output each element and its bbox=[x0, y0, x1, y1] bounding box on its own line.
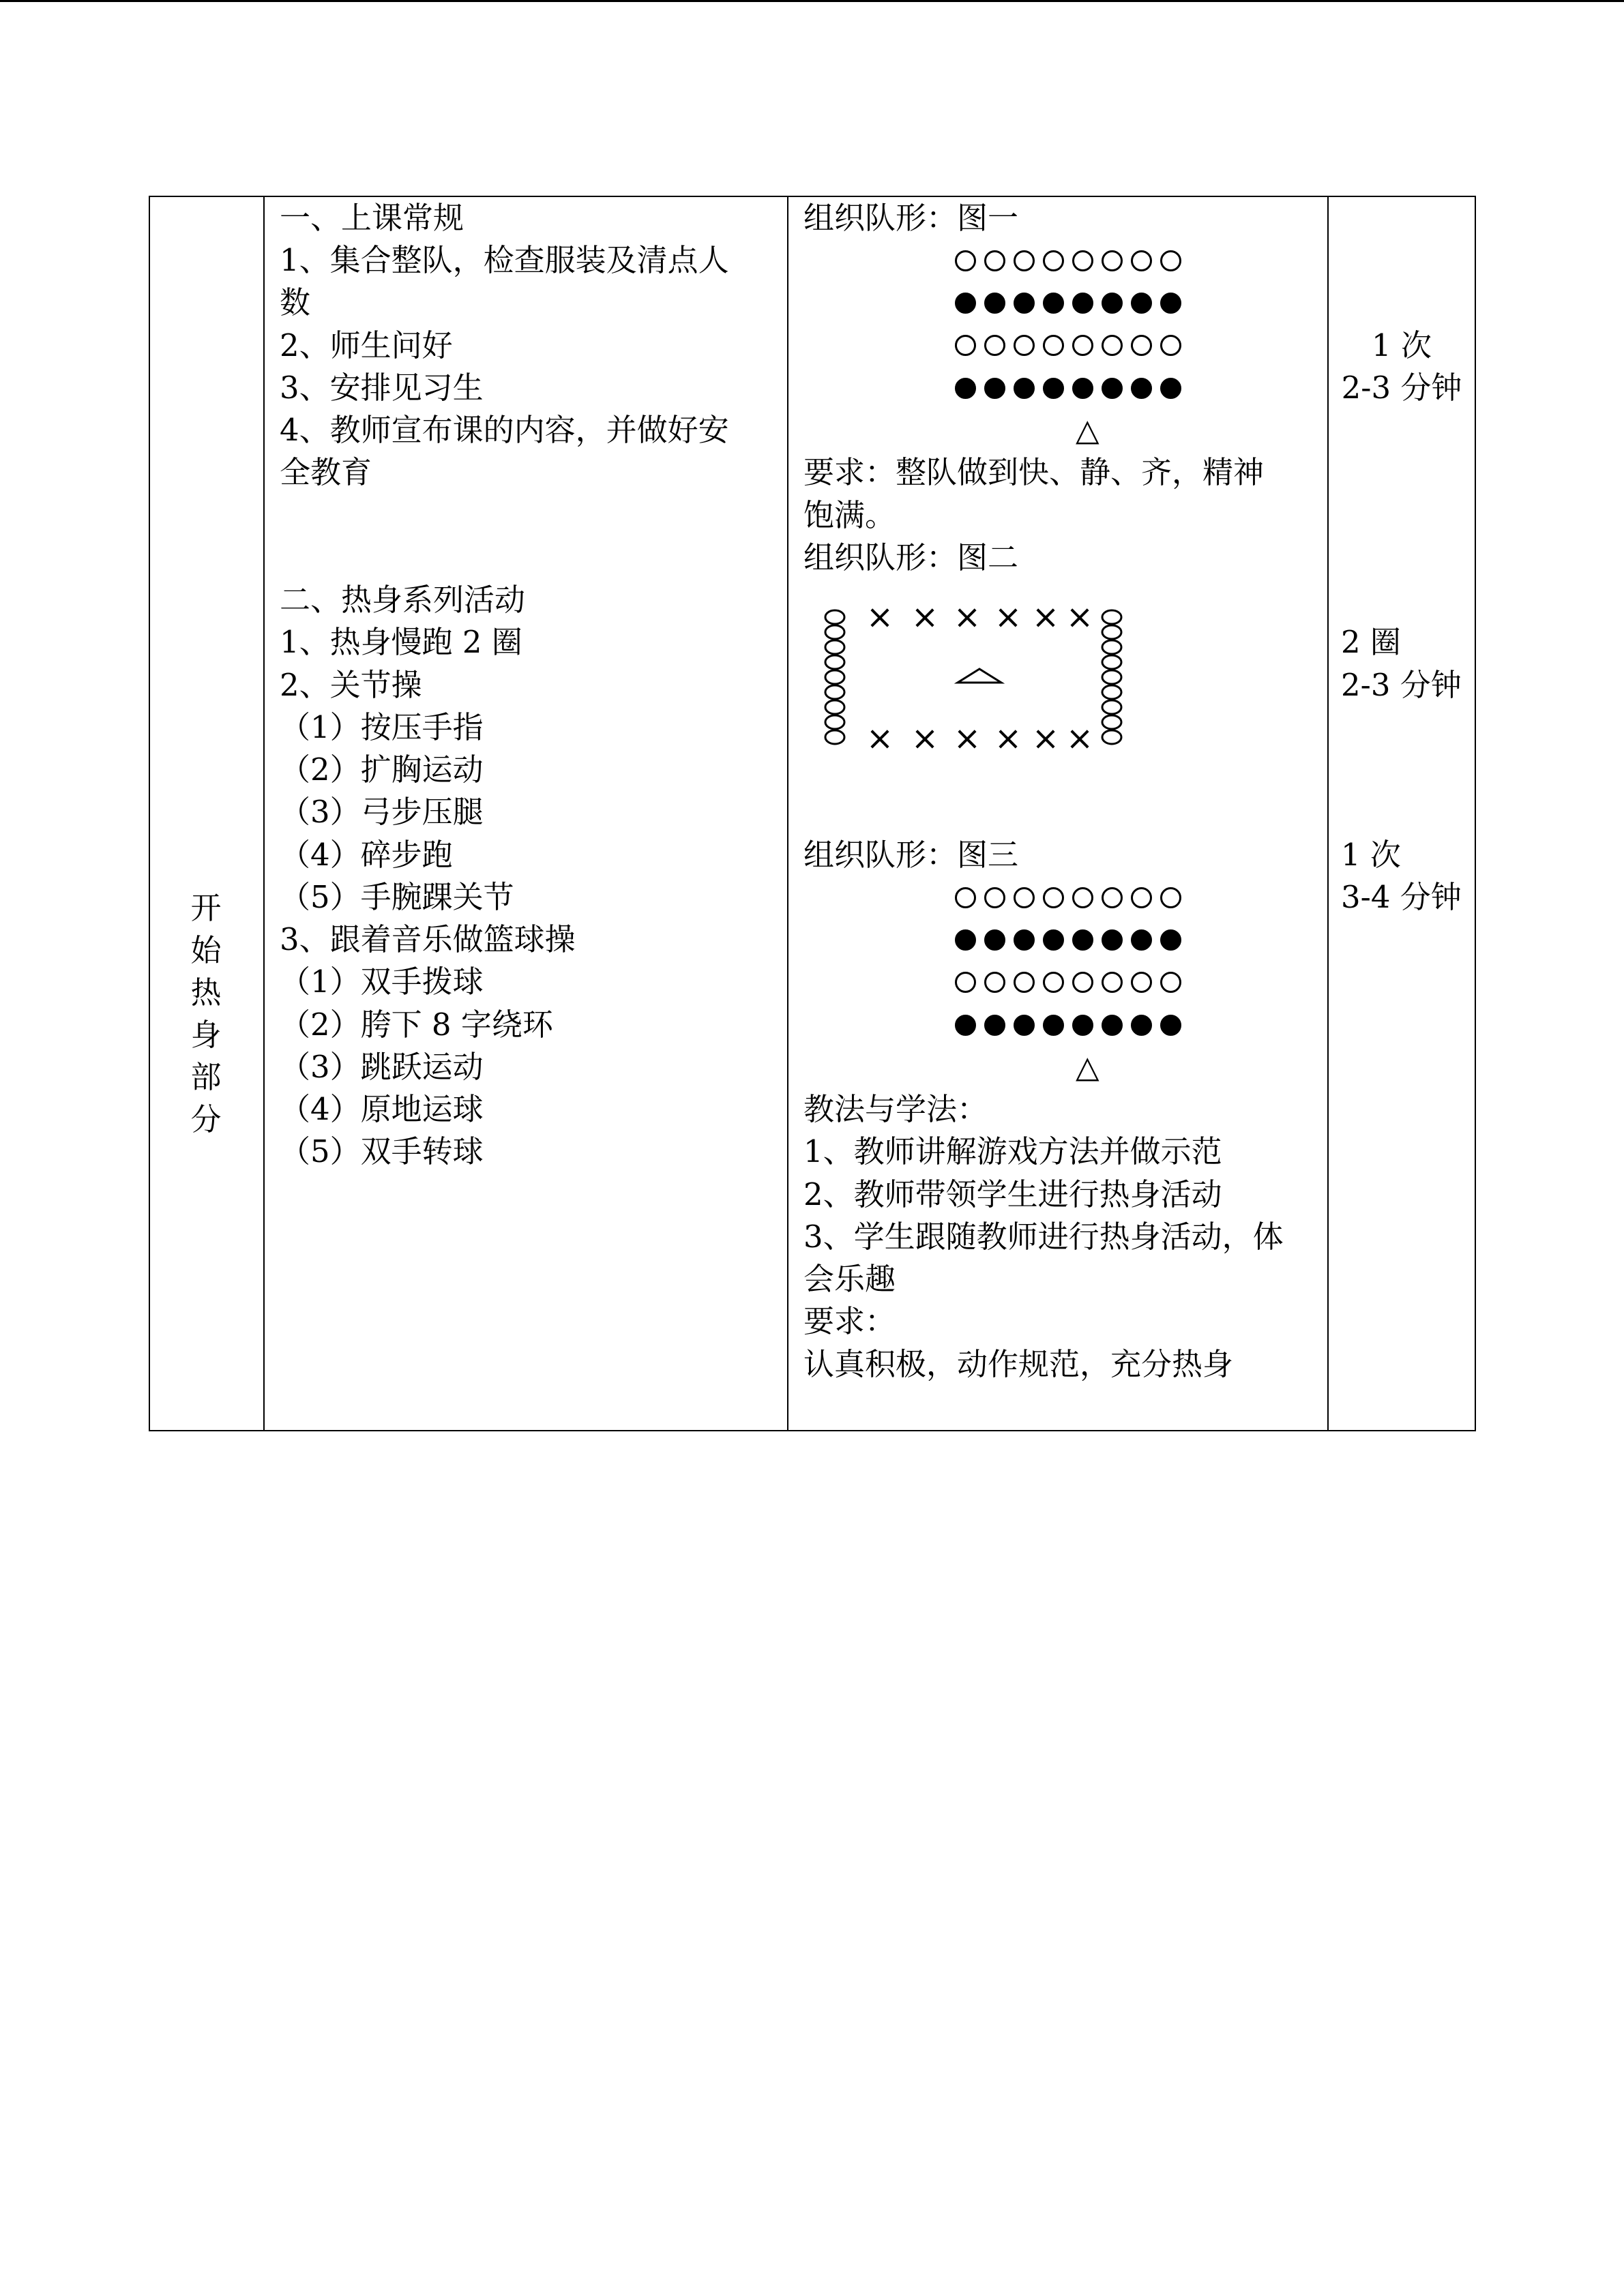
dosage-time: 3-4 分钟 bbox=[1341, 879, 1462, 915]
student-marker-filled bbox=[1043, 293, 1064, 314]
student-marker-hollow bbox=[825, 670, 844, 684]
column-divider bbox=[263, 197, 265, 1430]
student-marker-cross: × bbox=[953, 606, 981, 636]
method-title: 教法与学法： bbox=[803, 1091, 988, 1127]
student-marker-hollow bbox=[1102, 250, 1123, 271]
student-marker-hollow bbox=[1102, 655, 1121, 669]
student-marker-hollow bbox=[955, 887, 976, 908]
student-marker-hollow bbox=[984, 335, 1005, 356]
student-marker-hollow bbox=[1014, 972, 1035, 993]
student-marker-filled bbox=[1043, 1015, 1064, 1036]
student-marker-hollow bbox=[955, 335, 976, 356]
student-marker-filled bbox=[1102, 929, 1123, 951]
teacher-marker: △ bbox=[1076, 1049, 1099, 1085]
content-subitem: （3）弓步压腿 bbox=[280, 794, 484, 830]
student-marker-hollow bbox=[1160, 335, 1181, 356]
formation-row-filled bbox=[955, 1004, 1181, 1046]
student-marker-cross: × bbox=[911, 606, 939, 636]
dosage-time: 2-3 分钟 bbox=[1341, 667, 1462, 703]
student-marker-filled bbox=[1160, 1015, 1181, 1036]
student-marker-hollow bbox=[1131, 250, 1152, 271]
student-marker-hollow bbox=[984, 887, 1005, 908]
student-marker-hollow bbox=[1102, 730, 1121, 744]
section-char: 始 bbox=[190, 932, 222, 968]
student-marker-hollow bbox=[1043, 887, 1064, 908]
student-marker-filled bbox=[1014, 293, 1035, 314]
formation-row-filled bbox=[955, 367, 1181, 409]
student-marker-filled bbox=[1072, 378, 1093, 399]
student-marker-hollow bbox=[825, 685, 844, 699]
student-marker-cross: × bbox=[953, 719, 981, 758]
content-subitem: （1）按压手指 bbox=[280, 709, 484, 745]
column-divider bbox=[787, 197, 788, 1430]
content-subitem: （3）跳跃运动 bbox=[280, 1049, 484, 1085]
section-char: 身 bbox=[190, 1017, 222, 1053]
student-marker-hollow bbox=[955, 972, 976, 993]
student-marker-hollow bbox=[1131, 887, 1152, 908]
student-marker-filled bbox=[1131, 929, 1152, 951]
formation-diagram-3 bbox=[955, 876, 1214, 1047]
student-marker-cross: × bbox=[866, 606, 894, 636]
lesson-plan-table bbox=[149, 196, 1476, 1431]
student-marker-hollow bbox=[1102, 335, 1123, 356]
student-marker-hollow bbox=[1043, 335, 1064, 356]
student-marker-hollow bbox=[1072, 250, 1093, 271]
section-char: 分 bbox=[190, 1101, 222, 1137]
content-subitem: （5）手腕踝关节 bbox=[280, 879, 514, 915]
student-marker-hollow bbox=[1043, 250, 1064, 271]
student-marker-filled bbox=[984, 1015, 1005, 1036]
dosage-time: 2-3 分钟 bbox=[1341, 370, 1462, 406]
formation-label-2: 组织队形：图二 bbox=[803, 539, 1019, 576]
content-subitem: （5）双手转球 bbox=[280, 1133, 484, 1169]
student-marker-cross: × bbox=[1031, 719, 1060, 758]
content-line: 1、热身慢跑 2 圈 bbox=[280, 624, 522, 660]
student-marker-hollow bbox=[825, 655, 844, 669]
content-line: 3、安排见习生 bbox=[280, 370, 484, 406]
student-marker-hollow bbox=[1014, 335, 1035, 356]
student-marker-filled bbox=[955, 1015, 976, 1036]
student-marker-hollow bbox=[1102, 610, 1121, 624]
method-item-cont: 会乐趣 bbox=[803, 1261, 896, 1297]
content-subitem: （2）扩胸运动 bbox=[280, 751, 484, 788]
student-marker-hollow bbox=[825, 625, 844, 639]
student-marker-filled bbox=[955, 378, 976, 399]
student-marker-hollow bbox=[1160, 250, 1181, 271]
student-marker-hollow bbox=[1102, 670, 1121, 684]
content-line: 1、集合整队，检查服装及清点人 bbox=[280, 242, 729, 278]
content-line: 2、师生问好 bbox=[280, 327, 453, 363]
dosage-count: 2 圈 bbox=[1341, 624, 1401, 660]
student-marker-cross: × bbox=[994, 719, 1022, 758]
student-marker-hollow bbox=[984, 250, 1005, 271]
student-marker-cross: × bbox=[1065, 606, 1094, 636]
student-marker-filled bbox=[1102, 293, 1123, 314]
student-marker-cross: × bbox=[911, 719, 939, 758]
student-marker-hollow bbox=[1102, 972, 1123, 993]
content-subitem: （4）原地运球 bbox=[280, 1091, 484, 1127]
requirement-title-2: 要求： bbox=[803, 1303, 896, 1339]
student-marker-cross: × bbox=[866, 719, 894, 758]
formation-label-3: 组织队形：图三 bbox=[803, 837, 1019, 873]
content-line: 4、教师宣布课的内容，并做好安 bbox=[280, 412, 729, 448]
student-marker-hollow bbox=[1102, 625, 1121, 639]
section-char: 开 bbox=[190, 890, 222, 926]
student-marker-filled bbox=[955, 929, 976, 951]
student-marker-hollow bbox=[1160, 972, 1181, 993]
student-marker-filled bbox=[984, 293, 1005, 314]
student-marker-hollow bbox=[1102, 640, 1121, 654]
page-top-border bbox=[0, 0, 1624, 2]
student-marker-hollow bbox=[1131, 335, 1152, 356]
student-marker-filled bbox=[1131, 378, 1152, 399]
student-marker-filled bbox=[1014, 929, 1035, 951]
student-marker-filled bbox=[1131, 1015, 1152, 1036]
method-item: 2、教师带领学生进行热身活动 bbox=[803, 1176, 1222, 1212]
student-marker-hollow bbox=[1072, 972, 1093, 993]
student-marker-filled bbox=[1131, 293, 1152, 314]
content-subitem: （1）双手拨球 bbox=[280, 964, 484, 1000]
formation-diagram-2 bbox=[803, 606, 1131, 770]
student-marker-filled bbox=[1160, 378, 1181, 399]
method-item: 1、教师讲解游戏方法并做示范 bbox=[803, 1133, 1222, 1169]
student-marker-hollow bbox=[1043, 972, 1064, 993]
student-marker-hollow bbox=[1014, 887, 1035, 908]
formation-row-hollow bbox=[955, 961, 1181, 1003]
student-marker-filled bbox=[1160, 929, 1181, 951]
student-marker-cross: × bbox=[994, 606, 1022, 636]
content-line: 2、关节操 bbox=[280, 667, 422, 703]
student-marker-hollow bbox=[1102, 700, 1121, 714]
student-marker-filled bbox=[984, 378, 1005, 399]
content-line: 3、跟着音乐做篮球操 bbox=[280, 921, 576, 957]
content-line: 全教育 bbox=[280, 454, 372, 490]
formation-diagram-1 bbox=[955, 239, 1214, 410]
content-heading-routine: 一、上课常规 bbox=[280, 200, 464, 236]
student-marker-filled bbox=[1102, 1015, 1123, 1036]
section-title bbox=[188, 887, 224, 1141]
teacher-marker: △ bbox=[1076, 412, 1099, 448]
student-marker-cross: × bbox=[1065, 719, 1094, 758]
student-marker-hollow bbox=[955, 250, 976, 271]
student-marker-filled bbox=[1043, 378, 1064, 399]
formation-row-hollow bbox=[955, 239, 1181, 282]
student-marker-hollow bbox=[1131, 972, 1152, 993]
content-heading-warmup: 二、热身系列活动 bbox=[280, 582, 526, 618]
student-marker-filled bbox=[1014, 378, 1035, 399]
formation-row-hollow bbox=[955, 324, 1181, 366]
dosage-count: 1 次 bbox=[1341, 837, 1401, 873]
student-marker-filled bbox=[1014, 1015, 1035, 1036]
student-marker-hollow bbox=[1072, 887, 1093, 908]
formation-row-filled bbox=[955, 282, 1181, 324]
student-marker-filled bbox=[1043, 929, 1064, 951]
content-subitem: （2）胯下 8 字绕环 bbox=[280, 1007, 553, 1043]
student-marker-hollow bbox=[825, 610, 844, 624]
student-marker-filled bbox=[1102, 378, 1123, 399]
dosage-count: 1 次 bbox=[1372, 327, 1432, 363]
formation-label-1: 组织队形：图一 bbox=[803, 200, 1019, 236]
formation-row-filled bbox=[955, 919, 1181, 961]
student-marker-cross: × bbox=[1031, 606, 1060, 636]
content-subitem: （4）碎步跑 bbox=[280, 837, 453, 873]
student-marker-hollow bbox=[1102, 715, 1121, 729]
student-marker-hollow bbox=[1072, 335, 1093, 356]
requirement-text-2: 认真积极，动作规范，充分热身 bbox=[803, 1346, 1234, 1382]
student-marker-filled bbox=[1072, 293, 1093, 314]
student-marker-hollow bbox=[1160, 887, 1181, 908]
section-char: 热 bbox=[190, 974, 222, 1011]
section-char: 部 bbox=[190, 1059, 222, 1095]
student-marker-hollow bbox=[825, 715, 844, 729]
student-marker-hollow bbox=[1102, 685, 1121, 699]
student-marker-filled bbox=[1160, 293, 1181, 314]
requirement-text-1: 要求：整队做到快、静、齐，精神 bbox=[803, 454, 1265, 490]
method-item: 3、学生跟随教师进行热身活动，体 bbox=[803, 1219, 1284, 1255]
student-marker-hollow bbox=[1102, 887, 1123, 908]
student-marker-hollow bbox=[1014, 250, 1035, 271]
student-marker-hollow bbox=[825, 730, 844, 744]
student-marker-filled bbox=[1072, 1015, 1093, 1036]
requirement-text-1-cont: 饱满。 bbox=[803, 497, 896, 533]
content-line: 数 bbox=[280, 284, 311, 320]
teacher-marker bbox=[958, 669, 1001, 683]
student-marker-hollow bbox=[825, 640, 844, 654]
formation-row-hollow bbox=[955, 876, 1181, 919]
student-marker-hollow bbox=[825, 700, 844, 714]
student-marker-filled bbox=[1072, 929, 1093, 951]
student-marker-filled bbox=[955, 293, 976, 314]
student-marker-filled bbox=[984, 929, 1005, 951]
student-marker-hollow bbox=[984, 972, 1005, 993]
